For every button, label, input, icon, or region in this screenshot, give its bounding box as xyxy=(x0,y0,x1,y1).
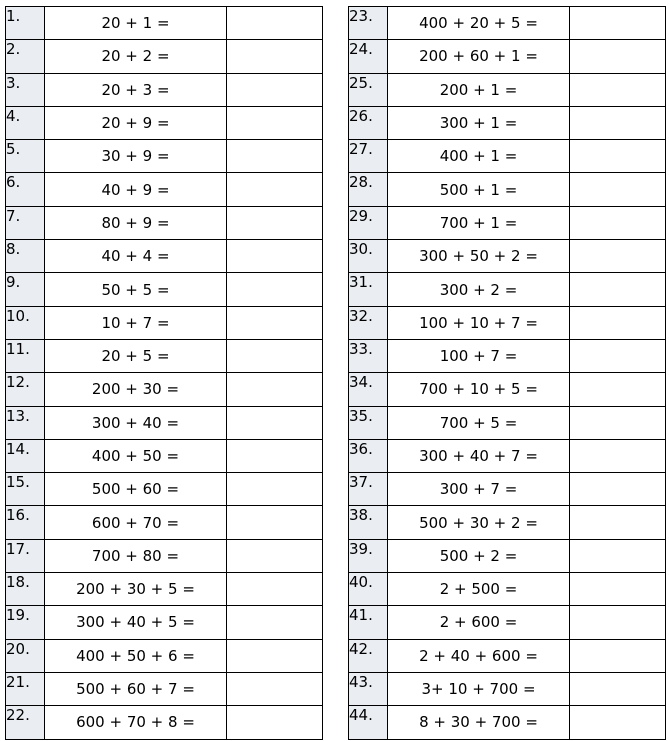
addition-problem: 30 + 9 = xyxy=(45,140,227,173)
answer-cell[interactable] xyxy=(227,606,323,639)
addition-problem: 40 + 4 = xyxy=(45,240,227,273)
addition-problem: 2 + 500 = xyxy=(388,573,570,606)
problem-number: 16. xyxy=(6,506,45,539)
addition-problem: 80 + 9 = xyxy=(45,206,227,239)
answer-cell[interactable] xyxy=(227,672,323,705)
worksheet-row xyxy=(349,706,666,739)
problem-number: 27. xyxy=(349,140,388,173)
worksheet-row xyxy=(349,639,666,672)
worksheet-row xyxy=(6,406,323,439)
addition-problem: 300 + 7 = xyxy=(388,473,570,506)
worksheet-row xyxy=(6,173,323,206)
addition-problem: 200 + 1 = xyxy=(388,73,570,106)
answer-cell[interactable] xyxy=(570,7,666,40)
problem-number: 41. xyxy=(349,606,388,639)
worksheet-row xyxy=(6,273,323,306)
answer-cell[interactable] xyxy=(227,306,323,339)
worksheet-row xyxy=(349,7,666,40)
answer-cell[interactable] xyxy=(570,506,666,539)
worksheet-row xyxy=(349,573,666,606)
addition-problem: 200 + 60 + 1 = xyxy=(388,40,570,73)
addition-problem: 400 + 50 + 6 = xyxy=(45,639,227,672)
worksheet-row xyxy=(6,339,323,372)
answer-cell[interactable] xyxy=(227,173,323,206)
addition-problem: 2 + 40 + 600 = xyxy=(388,639,570,672)
addition-problem: 300 + 40 + 5 = xyxy=(45,606,227,639)
worksheet-row xyxy=(349,672,666,705)
problem-number: 10. xyxy=(6,306,45,339)
problem-number: 4. xyxy=(6,106,45,139)
problem-number: 22. xyxy=(6,706,45,739)
addition-problem: 200 + 30 + 5 = xyxy=(45,573,227,606)
problem-number: 11. xyxy=(6,339,45,372)
worksheet-row xyxy=(6,106,323,139)
worksheet-row xyxy=(6,539,323,572)
addition-problem: 500 + 30 + 2 = xyxy=(388,506,570,539)
addition-problem: 400 + 1 = xyxy=(388,140,570,173)
problem-number: 8. xyxy=(6,240,45,273)
answer-cell[interactable] xyxy=(570,439,666,472)
worksheet-row xyxy=(349,140,666,173)
answer-cell[interactable] xyxy=(227,539,323,572)
problem-number: 37. xyxy=(349,473,388,506)
addition-problem: 300 + 40 + 7 = xyxy=(388,439,570,472)
problem-number: 30. xyxy=(349,240,388,273)
problem-number: 25. xyxy=(349,73,388,106)
addition-problem: 8 + 30 + 700 = xyxy=(388,706,570,739)
addition-problem: 700 + 10 + 5 = xyxy=(388,373,570,406)
answer-cell[interactable] xyxy=(227,506,323,539)
addition-problem: 500 + 2 = xyxy=(388,539,570,572)
addition-problem: 700 + 5 = xyxy=(388,406,570,439)
worksheet-row xyxy=(6,373,323,406)
worksheet-row xyxy=(6,206,323,239)
problem-number: 9. xyxy=(6,273,45,306)
problem-number: 39. xyxy=(349,539,388,572)
answer-cell[interactable] xyxy=(570,672,666,705)
problem-number: 18. xyxy=(6,573,45,606)
addition-problem: 20 + 9 = xyxy=(45,106,227,139)
answer-cell[interactable] xyxy=(570,606,666,639)
problem-number: 5. xyxy=(6,140,45,173)
problem-number: 28. xyxy=(349,173,388,206)
worksheet-row xyxy=(349,473,666,506)
answer-cell[interactable] xyxy=(570,40,666,73)
problem-number: 19. xyxy=(6,606,45,639)
problem-number: 36. xyxy=(349,439,388,472)
problem-number: 31. xyxy=(349,273,388,306)
problem-number: 43. xyxy=(349,672,388,705)
answer-cell[interactable] xyxy=(570,140,666,173)
problem-number: 40. xyxy=(349,573,388,606)
addition-problem: 100 + 10 + 7 = xyxy=(388,306,570,339)
addition-problem: 300 + 50 + 2 = xyxy=(388,240,570,273)
addition-problem: 20 + 2 = xyxy=(45,40,227,73)
answer-cell[interactable] xyxy=(570,473,666,506)
answer-cell[interactable] xyxy=(570,639,666,672)
problem-number: 21. xyxy=(6,672,45,705)
answer-cell[interactable] xyxy=(570,539,666,572)
answer-cell[interactable] xyxy=(570,706,666,739)
answer-cell[interactable] xyxy=(227,206,323,239)
answer-cell[interactable] xyxy=(570,173,666,206)
answer-cell[interactable] xyxy=(227,7,323,40)
addition-problem: 700 + 80 = xyxy=(45,539,227,572)
answer-cell[interactable] xyxy=(570,373,666,406)
worksheet-row xyxy=(6,140,323,173)
addition-problem: 600 + 70 = xyxy=(45,506,227,539)
problem-number: 13. xyxy=(6,406,45,439)
worksheet-row xyxy=(349,339,666,372)
problem-number: 32. xyxy=(349,306,388,339)
worksheet-row xyxy=(349,606,666,639)
worksheet-row xyxy=(6,606,323,639)
problem-number: 1. xyxy=(6,7,45,40)
problem-number: 35. xyxy=(349,406,388,439)
problem-number: 15. xyxy=(6,473,45,506)
worksheet-row xyxy=(349,539,666,572)
worksheet-row xyxy=(349,73,666,106)
answer-cell[interactable] xyxy=(227,573,323,606)
answer-cell[interactable] xyxy=(570,206,666,239)
worksheet-row xyxy=(6,639,323,672)
answer-cell[interactable] xyxy=(227,339,323,372)
worksheet-row xyxy=(6,439,323,472)
worksheet-row xyxy=(349,40,666,73)
problem-number: 20. xyxy=(6,639,45,672)
answer-cell[interactable] xyxy=(227,273,323,306)
problem-number: 34. xyxy=(349,373,388,406)
addition-problem: 500 + 60 = xyxy=(45,473,227,506)
problem-number: 12. xyxy=(6,373,45,406)
answer-cell[interactable] xyxy=(227,439,323,472)
answer-cell[interactable] xyxy=(227,106,323,139)
right-worksheet-table xyxy=(348,6,666,740)
worksheet-row xyxy=(6,7,323,40)
worksheet-row xyxy=(349,306,666,339)
worksheet-row xyxy=(349,373,666,406)
worksheet-row xyxy=(6,240,323,273)
addition-problem: 500 + 60 + 7 = xyxy=(45,672,227,705)
problem-number: 23. xyxy=(349,7,388,40)
worksheet-row xyxy=(349,240,666,273)
worksheet-row xyxy=(6,672,323,705)
addition-problem: 20 + 1 = xyxy=(45,7,227,40)
worksheet-row xyxy=(349,206,666,239)
worksheet-row xyxy=(6,706,323,739)
worksheet-row xyxy=(349,273,666,306)
worksheet-row xyxy=(6,40,323,73)
worksheet-row xyxy=(6,306,323,339)
problem-number: 14. xyxy=(6,439,45,472)
worksheet-row xyxy=(349,173,666,206)
addition-problem: 3+ 10 + 700 = xyxy=(388,672,570,705)
answer-cell[interactable] xyxy=(570,406,666,439)
addition-problem: 300 + 40 = xyxy=(45,406,227,439)
answer-cell[interactable] xyxy=(227,40,323,73)
addition-problem: 500 + 1 = xyxy=(388,173,570,206)
addition-problem: 50 + 5 = xyxy=(45,273,227,306)
answer-cell[interactable] xyxy=(227,639,323,672)
problem-number: 38. xyxy=(349,506,388,539)
addition-problem: 10 + 7 = xyxy=(45,306,227,339)
answer-cell[interactable] xyxy=(227,140,323,173)
worksheet-row xyxy=(6,73,323,106)
answer-cell[interactable] xyxy=(227,406,323,439)
left-worksheet-table xyxy=(5,6,323,740)
worksheet-row xyxy=(6,573,323,606)
addition-problem: 200 + 30 = xyxy=(45,373,227,406)
addition-problem: 40 + 9 = xyxy=(45,173,227,206)
answer-cell[interactable] xyxy=(227,240,323,273)
answer-cell[interactable] xyxy=(570,273,666,306)
worksheet-row xyxy=(349,406,666,439)
addition-problem: 20 + 5 = xyxy=(45,339,227,372)
answer-cell[interactable] xyxy=(570,306,666,339)
addition-problem: 700 + 1 = xyxy=(388,206,570,239)
answer-cell[interactable] xyxy=(570,573,666,606)
problem-number: 29. xyxy=(349,206,388,239)
answer-cell[interactable] xyxy=(570,73,666,106)
addition-problem: 300 + 2 = xyxy=(388,273,570,306)
answer-cell[interactable] xyxy=(570,339,666,372)
worksheet-row xyxy=(349,506,666,539)
problem-number: 2. xyxy=(6,40,45,73)
worksheet-row xyxy=(6,473,323,506)
addition-problem: 600 + 70 + 8 = xyxy=(45,706,227,739)
worksheet-row xyxy=(349,106,666,139)
addition-problem: 400 + 20 + 5 = xyxy=(388,7,570,40)
addition-problem: 2 + 600 = xyxy=(388,606,570,639)
problem-number: 6. xyxy=(6,173,45,206)
answer-cell[interactable] xyxy=(227,373,323,406)
answer-cell[interactable] xyxy=(227,473,323,506)
problem-number: 44. xyxy=(349,706,388,739)
problem-number: 26. xyxy=(349,106,388,139)
problem-number: 33. xyxy=(349,339,388,372)
answer-cell[interactable] xyxy=(227,706,323,739)
problem-number: 42. xyxy=(349,639,388,672)
addition-problem: 100 + 7 = xyxy=(388,339,570,372)
answer-cell[interactable] xyxy=(570,106,666,139)
addition-problem: 300 + 1 = xyxy=(388,106,570,139)
worksheet-row xyxy=(349,439,666,472)
problem-number: 3. xyxy=(6,73,45,106)
worksheet-row xyxy=(6,506,323,539)
addition-problem: 400 + 50 = xyxy=(45,439,227,472)
addition-problem: 20 + 3 = xyxy=(45,73,227,106)
problem-number: 7. xyxy=(6,206,45,239)
problem-number: 17. xyxy=(6,539,45,572)
answer-cell[interactable] xyxy=(570,240,666,273)
answer-cell[interactable] xyxy=(227,73,323,106)
problem-number: 24. xyxy=(349,40,388,73)
